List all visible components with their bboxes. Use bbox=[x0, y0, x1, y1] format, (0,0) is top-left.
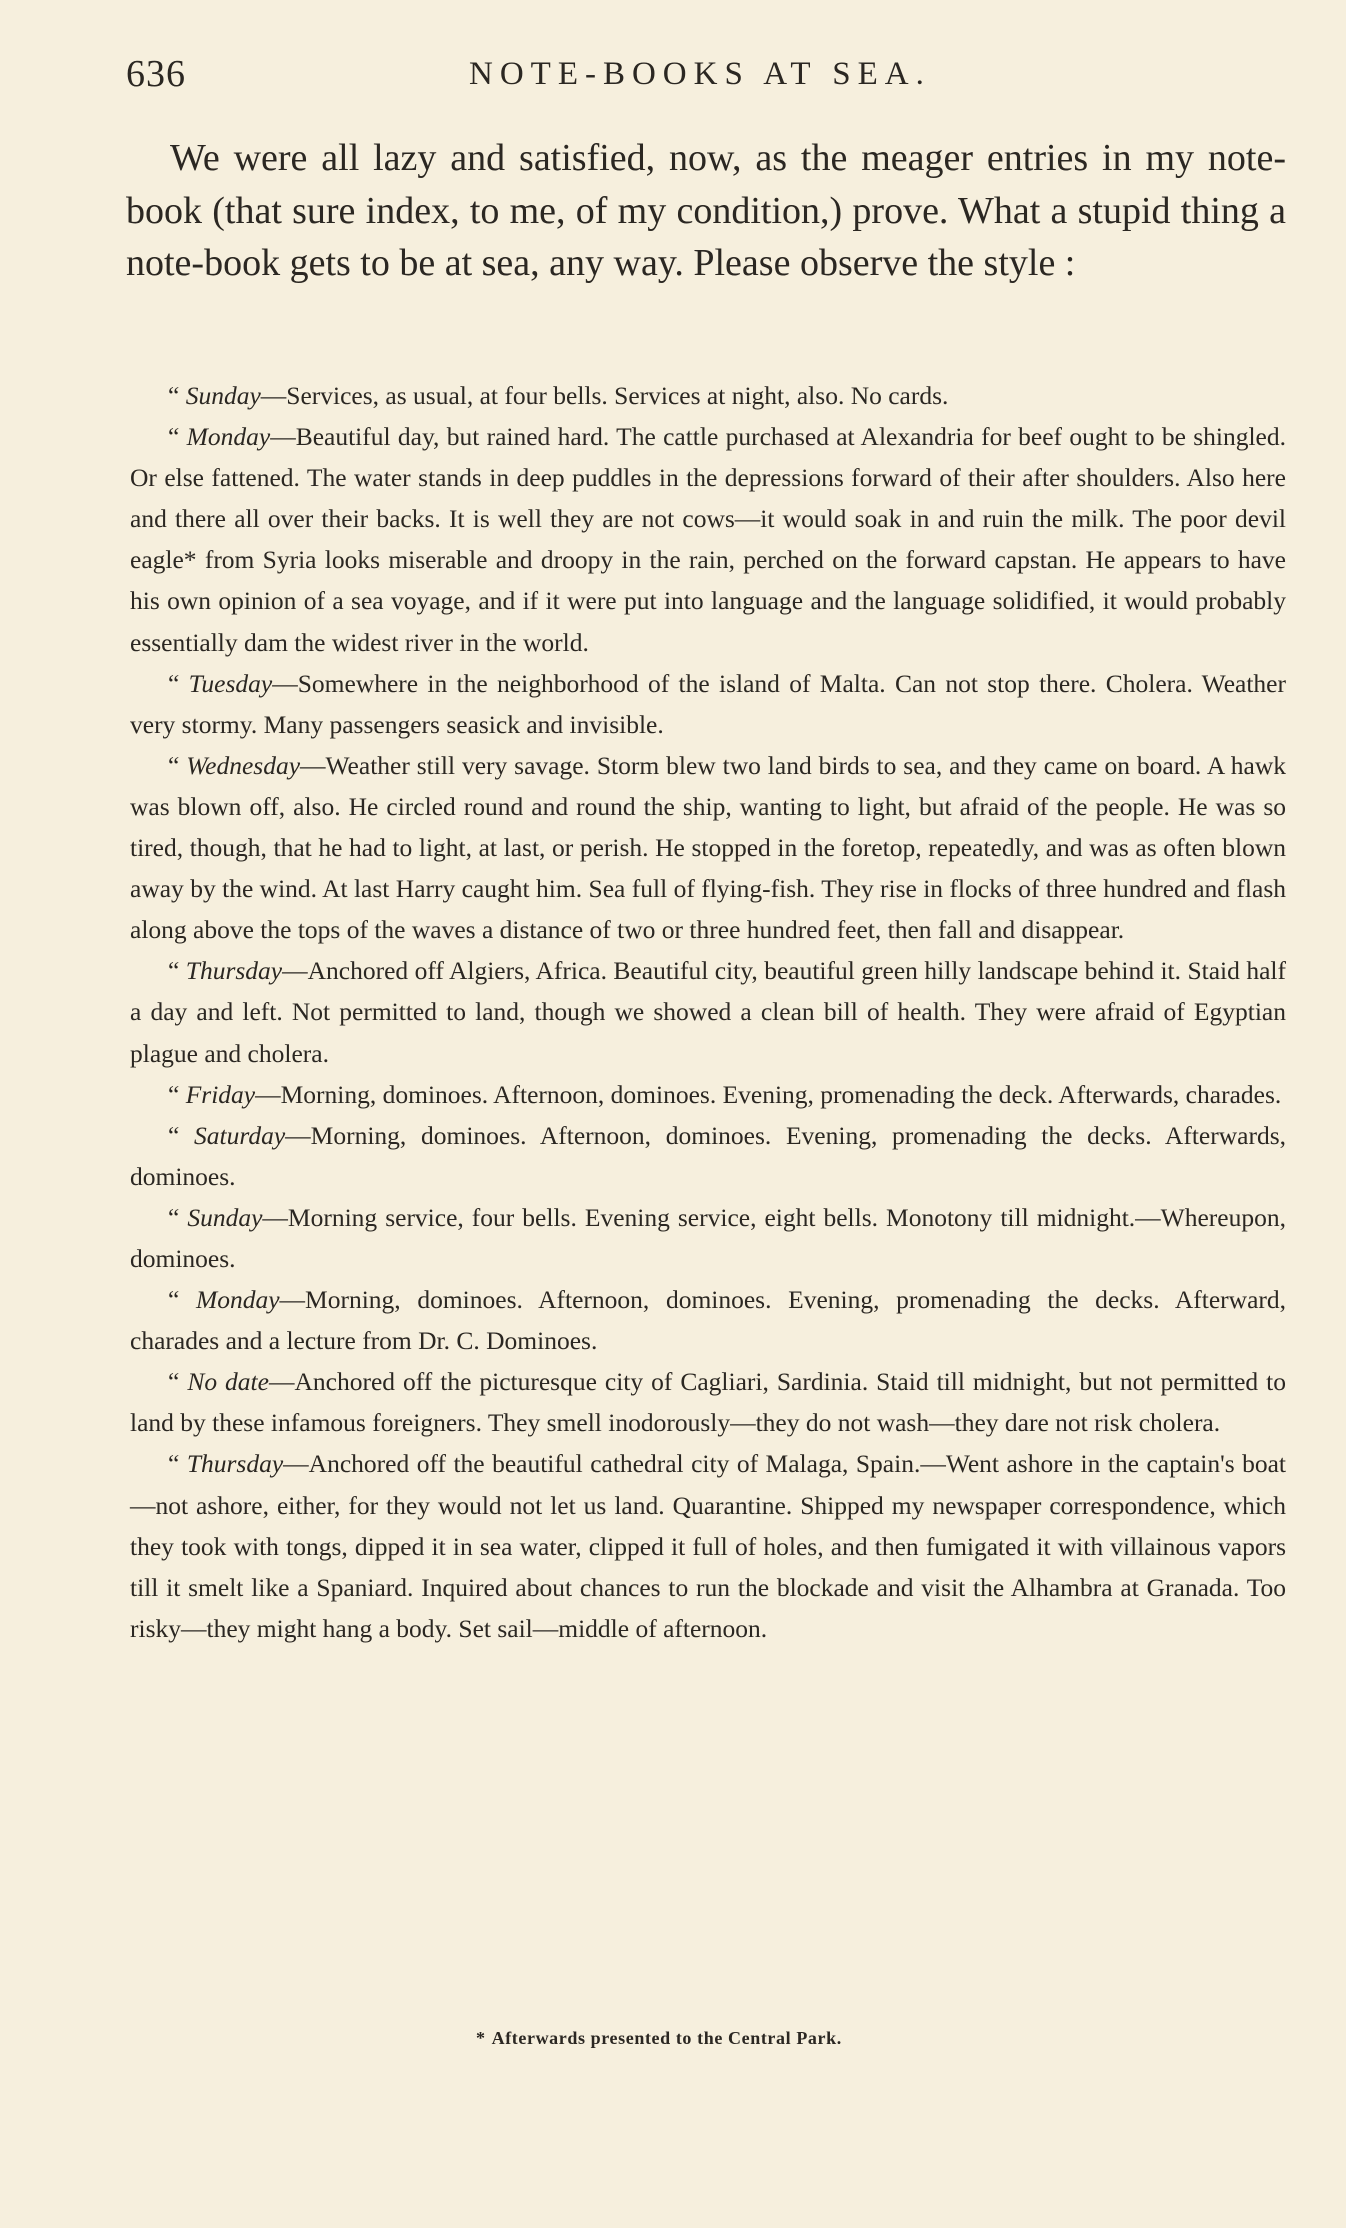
entry-paragraph bbox=[130, 1115, 1286, 1197]
opening-quote: “ bbox=[168, 1367, 188, 1397]
opening-quote: “ bbox=[168, 1120, 195, 1150]
opening-quote: “ bbox=[168, 422, 187, 452]
entry-text: —Anchored off the picturesque city of Cagliari, Sardinia. Staid till midnight, but not permitted to land by these infamous foreigners. They smell inodorously—they do not wash—they dare not risk cholera. bbox=[130, 1367, 1286, 1438]
entry-day: Sunday bbox=[187, 1202, 263, 1232]
entry-day: Wednesday bbox=[186, 750, 301, 780]
running-title: NOTE-BOOKS AT SEA. bbox=[469, 56, 931, 92]
notebook-entries bbox=[130, 375, 1286, 1649]
entry-paragraph bbox=[130, 375, 1286, 416]
entry-paragraph bbox=[130, 950, 1286, 1073]
opening-quote: “ bbox=[168, 956, 186, 986]
entry-day: Tuesday bbox=[188, 668, 273, 698]
opening-quote: “ bbox=[168, 1202, 188, 1232]
entry-text: —Anchored off Algiers, Africa. Beautiful city, beautiful green hilly landscape behind it. Staid half a day and left. Not permitted to land, though we showed a clean bill of health. They were afraid of Egyptian plague and cholera. bbox=[130, 956, 1286, 1068]
entry-day: No date bbox=[187, 1367, 269, 1397]
entry-day: Friday bbox=[185, 1079, 256, 1109]
entry-paragraph bbox=[130, 1197, 1286, 1279]
entry-text: —Morning, dominoes. Afternoon, dominoes. Evening, promenading the deck. Afterwards, charades. bbox=[255, 1079, 1282, 1109]
page-number: 636 bbox=[126, 53, 186, 95]
footnote-text: Afterwards presented to the Central Park. bbox=[491, 2028, 842, 2048]
opening-quote: “ bbox=[168, 668, 189, 698]
entry-paragraph bbox=[130, 1279, 1286, 1361]
opening-quote: “ bbox=[168, 1079, 186, 1109]
opening-quote: “ bbox=[168, 1285, 196, 1315]
opening-quote: “ bbox=[168, 1449, 187, 1479]
entry-paragraph bbox=[130, 663, 1286, 745]
entry-paragraph bbox=[130, 1443, 1286, 1648]
entry-text: —Morning, dominoes. Afternoon, dominoes. Evening, promenading the decks. Afterwards, dominoes. bbox=[130, 1120, 1286, 1191]
footnote-mark: * bbox=[476, 2028, 486, 2048]
entry-paragraph bbox=[130, 1361, 1286, 1443]
opening-quote: “ bbox=[168, 381, 186, 410]
entry-day: Monday bbox=[195, 1285, 280, 1315]
entry-day: Thursday bbox=[186, 1449, 284, 1479]
entry-text: —Beautiful day, but rained hard. The cattle purchased at Alexandria for beef ought to be shingled. Or else fattened. The water stands in deep puddles in the depressions forward of their after shoulders. Also here and there all over their backs. It is well they are not cows—it would soak in and ruin the milk. The poor devil eagle* from Syria looks miserable and droopy in the rain, perched on the forward capstan. He appears to have his own opinion of a sea voyage, and if it were put into language and the language solidified, it would probably essentially dam the widest river in the world. bbox=[130, 422, 1286, 657]
entry-paragraph bbox=[130, 745, 1286, 950]
intro-paragraph: We were all lazy and satisfied, now, as the meager entries in my note-book (that sure index, to me, of my condition,) prove. What a stupid thing a note-book gets to be at sea, any way. Please observe the style : bbox=[126, 137, 1286, 284]
opening-quote: “ bbox=[168, 750, 187, 780]
entry-paragraph bbox=[130, 1074, 1286, 1115]
entry-day: Saturday bbox=[194, 1120, 286, 1150]
entry-day: Monday bbox=[186, 422, 271, 452]
entry-text: —Morning, dominoes. Afternoon, dominoes. Evening, promenading the decks. Afterward, charades and a lecture from Dr. C. Dominoes. bbox=[130, 1285, 1286, 1356]
entry-text: —Anchored off the beautiful cathedral city of Malaga, Spain.—Went ashore in the captain's boat—not ashore, either, for they would not let us land. Quarantine. Shipped my newspaper correspondence, which they took with tongs, dipped it in sea water, clipped it full of holes, and then fumigated it with villainous vapors till it smelt like a Spaniard. Inquired about chances to run the blockade and visit the Alhambra at Granada. Too risky—they might hang a body. Set sail—middle of afternoon. bbox=[130, 1449, 1286, 1643]
entry-text: —Weather still very savage. Storm blew two land birds to sea, and they came on board. A hawk was blown off, also. He circled round and round the ship, wanting to light, but afraid of the people. He was so tired, though, that he had to light, at last, or perish. He stopped in the foretop, repeatedly, and was as often blown away by the wind. At last Harry caught him. Sea full of flying-fish. They rise in flocks of three hundred and flash along above the tops of the waves a distance of two or three hundred feet, then fall and disappear. bbox=[130, 750, 1286, 945]
entry-day: Thursday bbox=[185, 956, 283, 986]
entry-paragraph bbox=[130, 416, 1286, 663]
footnote bbox=[476, 2028, 842, 2049]
entry-text: —Somewhere in the neighborhood of the island of Malta. Can not stop there. Cholera. Weather very stormy. Many passengers seasick and invisible. bbox=[130, 668, 1286, 739]
page-header bbox=[126, 52, 1286, 102]
entry-text: —Morning service, four bells. Evening service, eight bells. Monotony till midnight.—Whereupon, dominoes. bbox=[130, 1202, 1286, 1273]
entry-text: —Services, as usual, at four bells. Services at night, also. No cards. bbox=[260, 381, 949, 410]
entry-day: Sunday bbox=[185, 381, 261, 410]
